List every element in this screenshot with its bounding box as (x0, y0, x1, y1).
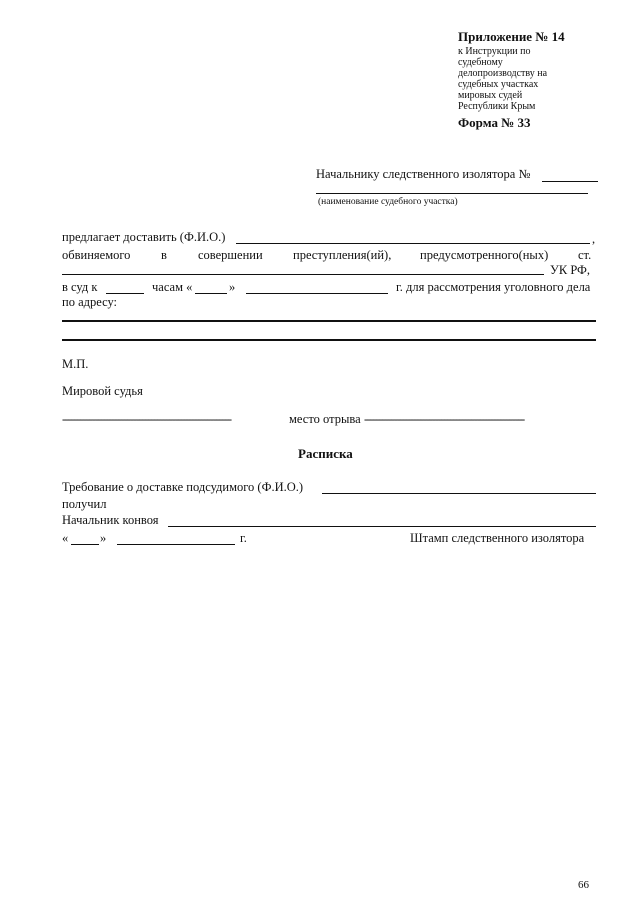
convoy-chief-blank[interactable] (168, 526, 596, 527)
detention-number-blank[interactable] (542, 181, 598, 182)
convoy-chief-label: Начальник конвоя (62, 513, 159, 527)
purpose-label: г. для рассмотрения уголовного дела (396, 280, 591, 294)
word-accused: обвиняемого (62, 248, 131, 262)
court-to: в суд к (62, 280, 98, 294)
defendant-fio-blank[interactable] (322, 493, 596, 494)
instruction-line-5: мировых судей (458, 90, 523, 101)
tear-dashes-left: --------------------------------------------------------- (62, 412, 231, 426)
court-section-blank[interactable] (316, 193, 588, 194)
comma: , (592, 232, 596, 246)
stamp-label: Штамп следственного изолятора (410, 531, 585, 545)
day-blank[interactable] (195, 293, 227, 294)
word-in: в (161, 248, 167, 262)
judge-label: Мировой судья (62, 384, 143, 398)
time-blank[interactable] (106, 293, 144, 294)
fio-blank[interactable] (236, 243, 590, 244)
quote-close: » (229, 280, 236, 294)
year-suffix: г. (240, 531, 247, 545)
word-crimes: преступления(ий), (293, 248, 392, 262)
criminal-code: УК РФ, (550, 263, 591, 277)
receipt-month-blank[interactable] (117, 544, 235, 545)
received-label: получил (62, 497, 107, 511)
receipt-title: Расписка (298, 446, 353, 461)
instruction-line-2: судебному (458, 57, 503, 68)
address-label: по адресу: (62, 295, 118, 309)
date-open-quote: « (62, 531, 69, 545)
appendix-title: Приложение № 14 (458, 29, 565, 44)
deliver-label: предлагает доставить (Ф.И.О.) (62, 230, 226, 244)
form-number: Форма № 33 (458, 115, 531, 130)
instruction-line-6: Республики Крым (458, 101, 536, 112)
instruction-line-1: к Инструкции по (458, 46, 531, 57)
requirement-label: Требование о доставке подсудимого (Ф.И.О.) (62, 480, 304, 494)
instruction-line-4: судебных участках (458, 79, 539, 90)
month-blank[interactable] (246, 293, 388, 294)
addressee-label: Начальнику следственного изолятора № (316, 167, 531, 181)
hours-label: часам « (152, 280, 193, 294)
seal-mark: М.П. (62, 357, 89, 371)
tear-line-label: место отрыва (289, 412, 361, 426)
court-section-caption: (наименование судебного участка) (318, 197, 458, 207)
receipt-day-blank[interactable] (71, 544, 99, 545)
page-number: 66 (578, 879, 589, 891)
word-committing: совершении (198, 248, 263, 262)
instruction-line-3: делопроизводству на (458, 68, 548, 79)
tear-dashes-right: ------------------------------------------------------ (364, 412, 524, 426)
address-blank-1[interactable] (62, 320, 596, 322)
address-blank-2[interactable] (62, 339, 596, 341)
word-provided: предусмотренного(ных) (420, 248, 549, 262)
article-blank[interactable] (62, 274, 544, 275)
word-article: ст. (578, 248, 592, 262)
date-close-quote: » (100, 531, 107, 545)
